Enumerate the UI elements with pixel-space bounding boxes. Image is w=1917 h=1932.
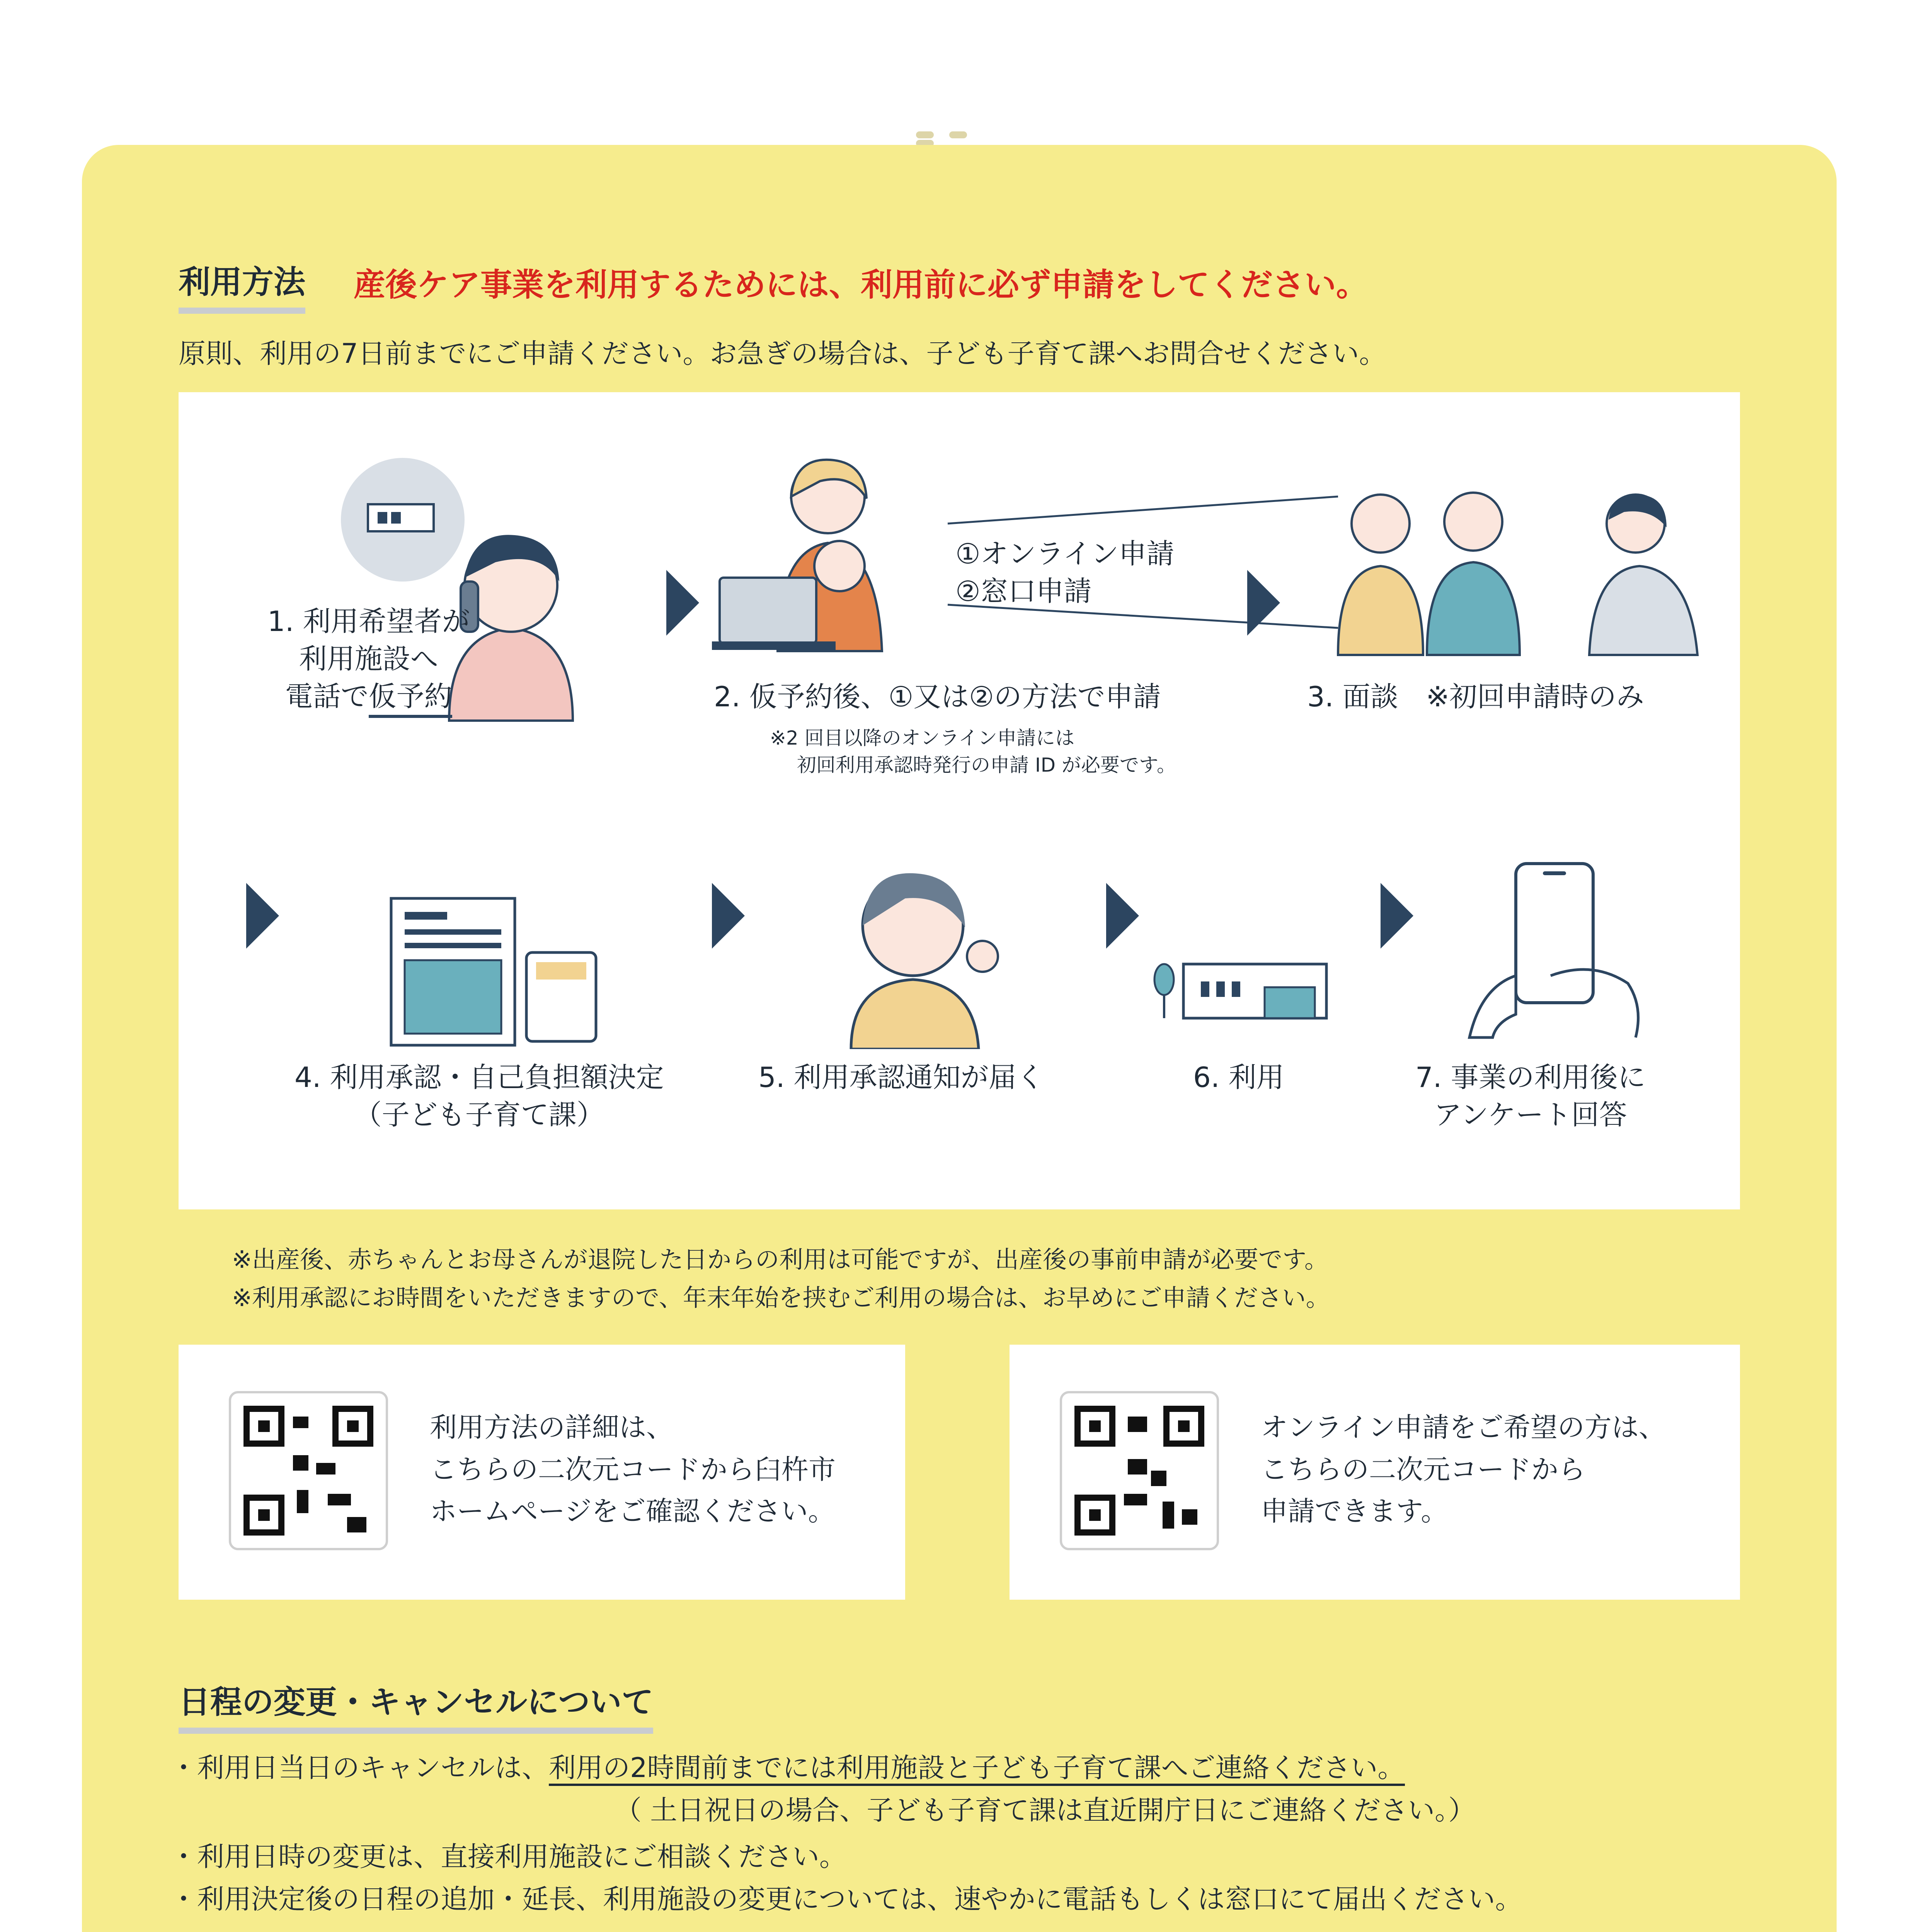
step5-label: 5. 利用承認通知が届く [758,1061,1044,1094]
usage-title: 利用方法 [179,257,305,314]
flow-notes [232,1240,1330,1317]
qr-online-text: オンライン申請をご希望の方は、 こちらの二次元コードから 申請できます。 [1261,1412,1666,1527]
usage-headline: 産後ケア事業を利用するためには、利用前に必ず申請をしてください。 [354,267,1368,303]
flow-box [179,392,1740,1209]
interview-icon [1330,485,1717,659]
schedule-line-2: （ 土日祝日の場合、子ども子育て課は直近開庁日にご連絡ください。） [615,1794,1476,1826]
schedule-line-1: ・利用日当日のキャンセルは、利用の2時間前までには利用施設と子ども子育て課へご連絡ください。 [170,1750,1405,1786]
mother-laptop-icon [712,450,928,659]
qr-code-icon[interactable] [229,1391,388,1550]
smartphone-hand-icon [1466,860,1651,1041]
flow-arrow [246,883,279,949]
schedule-title: 日程の変更・キャンセルについて [179,1677,653,1734]
flow-arrow [1106,883,1139,949]
flow-note-2: ※利用承認にお時間をいただきますので、年末年始を挟むご利用の場合は、お早めにご申請ください。 [232,1284,1330,1312]
usage-subtext: 原則、利用の7日前までにご申請ください。お急ぎの場合は、子ども子育て課へお問合せください。 [179,338,1386,369]
qr-card-online [1010,1345,1740,1600]
schedule-line-4: ・利用決定後の日程の追加・延長、利用施設の変更については、速やかに電話もしくは窓口にて届出ください。 [170,1883,1522,1915]
qr-code-icon[interactable] [1060,1391,1219,1550]
qr-card-usage [179,1345,905,1600]
step6-label: 6. 利用 [1193,1061,1284,1094]
step2-label: 2. 仮予約後、①又は②の方法で申請 [714,680,1161,713]
step4-label: 4. 利用承認・自己負担額決定 （子ども子育て課） [295,1061,664,1131]
page-top-dots [916,131,1009,147]
flow-arrow [666,570,699,636]
flow-note-1: ※出産後、赤ちゃんとお母さんが退院した日からの利用は可能ですが、出産後の事前申請が必要です。 [232,1245,1328,1274]
step1-label: 1. 利用希望者が 利用施設へ 電話で仮予約 [267,603,470,716]
woman-ok-icon [828,856,1021,1049]
qr-usage-text: 利用方法の詳細は、 こちらの二次元コードから臼杵市 ホームページをご確認ください。 [430,1412,836,1527]
document-calculator-icon [387,895,604,1049]
flow-arrow [1381,883,1413,949]
schedule-line-3: ・利用日時の変更は、直接利用施設にご相談ください。 [170,1841,846,1872]
flow-arrow [712,883,745,949]
step2-options: ①オンライン申請 ②窓口申請 [955,537,1175,608]
step3-label: 3. 面談 ※初回申請時のみ [1307,680,1644,713]
step2-note: ※2 回目以降のオンライン申請には 初回利用承認時発行の申請 ID が必要です。 [770,727,1176,776]
step7-label: 7. 事業の利用後に アンケート回答 [1415,1061,1646,1131]
flow-arrow [1247,570,1280,636]
facility-icon [1153,945,1330,1022]
